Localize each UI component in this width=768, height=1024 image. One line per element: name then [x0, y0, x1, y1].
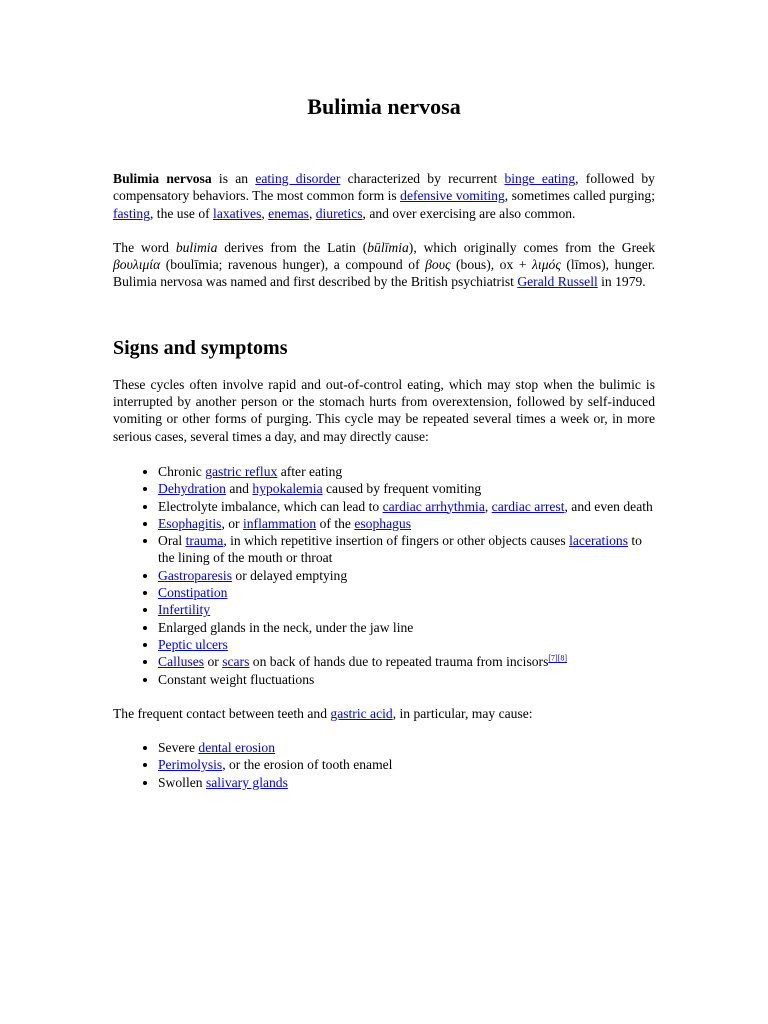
item-text: Swollen [158, 774, 206, 790]
intro-text: , the use of [150, 205, 214, 221]
item-text: Severe [158, 740, 199, 756]
etymology-text: (bous), ox + [450, 257, 533, 273]
link-binge-eating[interactable]: binge eating [504, 171, 576, 186]
etymology-italic: βους [425, 257, 451, 273]
link-eating-disorder[interactable]: eating disorder [255, 171, 341, 186]
item-text: or [204, 654, 223, 670]
link-peptic-ulcers[interactable]: Peptic ulcers [158, 636, 228, 652]
list-item [158, 498, 655, 515]
list-item [158, 584, 655, 601]
symptoms-list [113, 463, 655, 688]
list-item [158, 567, 655, 584]
link-cardiac-arrest[interactable]: cardiac arrest [491, 498, 565, 514]
section-heading-signs: Signs and symptoms [113, 336, 288, 359]
citation-refs [548, 654, 567, 663]
contact-text: , in particular, may cause: [392, 705, 533, 721]
intro-text: , [261, 205, 269, 221]
list-item [158, 463, 655, 480]
item-text: Enlarged glands in the neck, under the jaw line [158, 619, 414, 635]
link-dehydration[interactable]: Dehydration [158, 481, 226, 497]
link-esophagitis[interactable]: Esophagitis [158, 515, 222, 531]
etymology-italic: bulimia [175, 239, 218, 255]
link-dental-erosion[interactable]: dental erosion [198, 740, 276, 756]
link-calluses[interactable]: Calluses [158, 654, 205, 670]
link-gerald-russell[interactable]: Gerald Russell [517, 274, 598, 290]
item-text: of the [316, 515, 355, 531]
cycles-paragraph: These cycles often involve rapid and out-of-control eating, which may stop when the bulimic is interrupted by another person or the stomach hurts from overextension, followed by self-induced vomiting or other forms of purging. This cycle may be repeated several times a week or, in more serious cases, several times a day, and may directly cause: [113, 376, 655, 444]
list-item [158, 653, 655, 670]
etymology-italic: βουλιμία [113, 257, 161, 273]
contact-paragraph [113, 705, 655, 722]
link-inflammation[interactable]: inflammation [242, 515, 317, 531]
citation-8[interactable]: [8] [557, 653, 568, 663]
link-perimolysis[interactable]: Perimolysis [158, 757, 223, 773]
link-trauma[interactable]: trauma [185, 533, 224, 549]
list-item [158, 671, 655, 688]
item-text: on back of hands due to repeated trauma from incisors [249, 654, 549, 670]
etymology-text: derives from the Latin ( [217, 239, 368, 255]
list-item [158, 636, 655, 653]
intro-text: , sometimes called purging; [504, 188, 655, 204]
link-salivary-glands[interactable]: salivary glands [205, 774, 288, 790]
link-hypokalemia[interactable]: hypokalemia [252, 481, 323, 497]
item-text: , [484, 498, 492, 514]
link-gastric-acid[interactable]: gastric acid [330, 705, 393, 721]
item-text: , and even death [564, 498, 653, 514]
etymology-text: (boulīmia; ravenous hunger), a compound of [160, 257, 426, 273]
item-text: , in which repetitive insertion of fingers or other objects causes [223, 533, 570, 549]
contact-text: The frequent contact between teeth and [113, 705, 331, 721]
link-esophagus[interactable]: esophagus [354, 515, 411, 531]
link-lacerations[interactable]: lacerations [569, 533, 628, 549]
link-cardiac-arrhythmia[interactable]: cardiac arrhythmia [382, 498, 485, 514]
item-text: caused by frequent vomiting [322, 481, 482, 497]
item-text: Constant weight fluctuations [158, 671, 315, 687]
list-item [158, 601, 655, 618]
etymology-italic: būlīmia [367, 239, 409, 255]
item-text: Chronic [158, 463, 206, 479]
intro-text: , followed by compensatory behaviors. The most common form is [113, 171, 655, 204]
item-text: , or [221, 515, 243, 531]
item-text: and [225, 481, 253, 497]
link-diuretics[interactable]: diuretics [315, 205, 363, 221]
item-text: Oral [158, 533, 186, 549]
item-text: after eating [277, 463, 343, 479]
list-item [158, 619, 655, 636]
etymology-text: (līmos), hunger. Bulimia nervosa was named and first described by the British psychiatrist [113, 257, 655, 290]
etymology-text: ), which originally comes from the Greek [408, 239, 656, 255]
link-defensive-vomiting[interactable]: defensive vomiting [400, 188, 505, 204]
list-item [158, 739, 655, 756]
list-item [158, 515, 655, 532]
list-item [158, 532, 655, 567]
list-item [158, 774, 655, 791]
link-laxatives[interactable]: laxatives [213, 205, 262, 221]
citation-7[interactable]: [7] [548, 653, 558, 663]
item-text: or delayed emptying [232, 567, 348, 583]
intro-paragraph [113, 170, 655, 222]
page-title: Bulimia nervosa [307, 94, 461, 119]
link-gastroparesis[interactable]: Gastroparesis [158, 567, 232, 583]
link-enemas[interactable]: enemas [268, 205, 309, 221]
link-scars[interactable]: scars [222, 654, 250, 670]
intro-text: , [308, 205, 316, 221]
intro-term: Bulimia nervosa [113, 171, 212, 186]
intro-text: characterized by recurrent [340, 171, 505, 186]
item-text: to the lining of the mouth or throat [158, 533, 642, 566]
item-text: , or the erosion of tooth enamel [222, 757, 393, 773]
list-item [158, 480, 655, 497]
etymology-text: The word [113, 239, 176, 255]
etymology-italic: λιμός [532, 257, 561, 273]
intro-text: is an [211, 171, 256, 186]
link-fasting[interactable]: fasting [113, 205, 150, 221]
list-item [158, 756, 655, 773]
dental-effects-list [113, 739, 655, 791]
link-constipation[interactable]: Constipation [158, 585, 228, 601]
etymology-paragraph [113, 239, 655, 291]
item-text: Electrolyte imbalance, which can lead to [158, 498, 383, 514]
intro-text: , and over exercising are also common. [362, 205, 576, 221]
link-gastric-reflux[interactable]: gastric reflux [205, 463, 278, 479]
link-infertility[interactable]: Infertility [158, 602, 211, 618]
etymology-text: in 1979. [597, 274, 646, 290]
